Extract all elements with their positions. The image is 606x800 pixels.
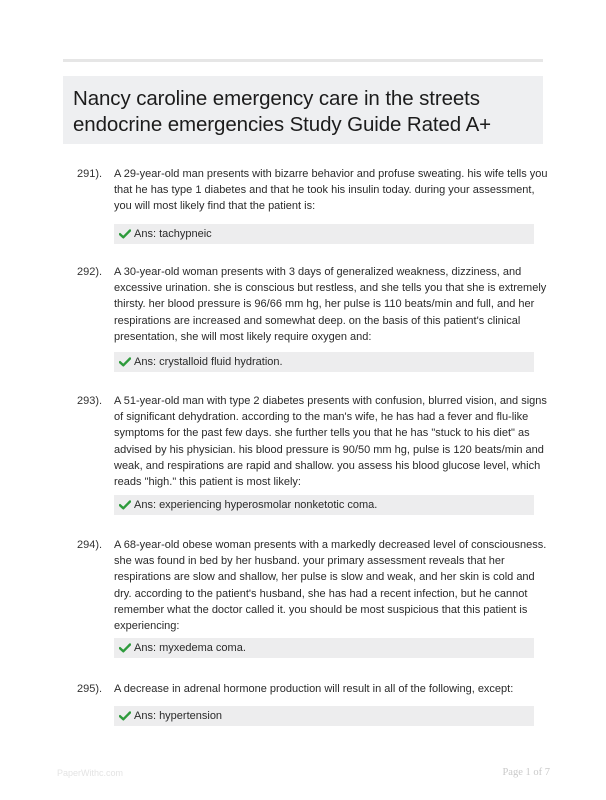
title-line-2: endocrine emergencies Study Guide Rated A+	[73, 113, 492, 136]
question-number: 294).	[77, 539, 103, 551]
question-number: 295).	[77, 683, 103, 695]
question-line: you will most likely find that the patient is:	[114, 200, 316, 213]
answer-box	[114, 352, 534, 372]
question-line: respirations are increased and somewhat deep. on the basis of this patient's clinical	[114, 314, 521, 327]
question-line: respirations are slow and shallow, her pulse is slow and weak, and her skin is cold and	[114, 571, 535, 584]
question-line: A 29-year-old man presents with bizarre behavior and profuse sweating. his wife tells you	[114, 168, 548, 180]
question-line: A 51-year-old man with type 2 diabetes presents with confusion, blurred vision, and signs	[114, 395, 547, 407]
check-icon	[119, 500, 131, 510]
check-icon	[119, 711, 131, 721]
question-text	[114, 264, 547, 345]
check-icon	[119, 643, 131, 653]
question-line: excessive urination. she is conscious but restless, and she tells you that she is extremely	[114, 282, 547, 295]
question-line: A 30-year-old woman presents with 3 days of generalized weakness, dizziness, and	[114, 266, 522, 278]
answer-box	[114, 638, 534, 658]
question-line: reads "high." this patient is most likely:	[114, 476, 301, 489]
question-line: of significant dehydration. according to the man's wife, he has had a fever and flu-like	[114, 411, 529, 424]
page-title	[63, 76, 543, 144]
question-text	[114, 537, 547, 634]
answer-box	[114, 224, 534, 244]
question-line: remember what the doctor called it. you should be most suspicious that this patient is	[114, 603, 528, 616]
question-number: 293).	[77, 395, 103, 407]
question-number: 291).	[77, 168, 103, 180]
answer-text: Ans: experiencing hyperosmolar nonketotic coma.	[134, 499, 378, 511]
question-line: dry. according to the patient's husband, she has had a recent infection, but he cannot	[114, 587, 528, 600]
check-icon	[119, 357, 131, 367]
question-line: symptoms for the past few days. she further tells you that he has "stuck to his diet" as	[114, 427, 530, 440]
question-line: presentation, she will most likely require oxygen and:	[114, 330, 372, 343]
answer-box	[114, 495, 534, 515]
question-line: experiencing:	[114, 620, 180, 633]
answer-text: Ans: hypertension	[134, 710, 223, 722]
question-line: advised by his physician. his blood pressure is 90/50 mm hg, pulse is 120 beats/min and	[114, 443, 544, 456]
question-line: thirsty. her blood pressure is 96/66 mm hg, her pulse is 110 beats/min and full, and her	[114, 298, 535, 311]
question-text	[114, 681, 540, 697]
answer-text: Ans: myxedema coma.	[134, 642, 246, 654]
answer-text: Ans: crystalloid fluid hydration.	[134, 356, 283, 368]
check-icon	[119, 229, 131, 239]
answer-box	[114, 706, 534, 726]
question-line: A 68-year-old obese woman presents with a markedly decreased level of consciousness.	[114, 539, 547, 551]
question-line: that he has type 1 diabetes and that he took his insulin today. during your assessment,	[114, 184, 535, 197]
question-text	[114, 166, 548, 215]
title-line-1: Nancy caroline emergency care in the streets	[73, 87, 480, 110]
question-line: weak, and respirations are rapid and shallow. you assess his blood glucose level, which	[114, 459, 541, 472]
question-number: 292).	[77, 266, 103, 278]
page-number: Page 1 of 7	[502, 767, 550, 778]
question-text	[114, 393, 547, 490]
question-line: A decrease in adrenal hormone production will result in all of the following, except:	[114, 683, 514, 695]
question-line: she was found in bed by her husband. your primary assessment reveals that her	[114, 555, 505, 568]
top-divider	[63, 59, 543, 62]
footer-site: PaperWithc.com	[57, 768, 124, 778]
answer-text: Ans: tachypneic	[134, 228, 212, 240]
